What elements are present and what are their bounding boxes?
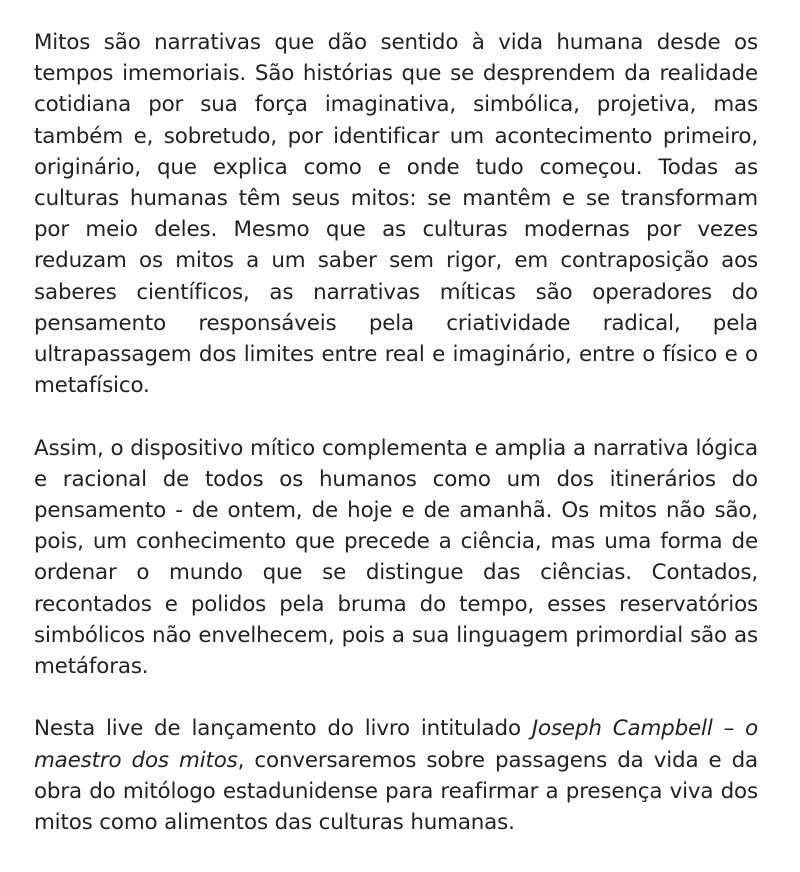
paragraph-myths-intro: Mitos são narrativas que dão sentido à vida humana desde os tempos imemoriais. São histórias que se desprendem da realidade cotidiana por sua força imaginativa, simbólica, projetiva, mas também e, sobretudo, por identificar um acontecimento primeiro, originário, que explica como e onde tudo começou. Todas as culturas humanas têm seus mitos: se mantêm e se transformam por meio deles. Mesmo que as culturas modernas por vezes reduzam os mitos a um saber sem rigor, em contraposição aos saberes científicos, as narrativas míticas são operadores do pensamento responsáveis pela criatividade radical, pela ultrapassagem dos limites entre real e imaginário, entre o físico e o metafísico. xyxy=(34,30,758,399)
book-title: Joseph Campbell – o maestro dos mitos xyxy=(34,716,759,773)
closing-text-after: , conversaremos sobre passagens da vida e da obra do mitólogo estadunidense para reafirmar a presença viva dos mitos como alimentos das culturas humanas. xyxy=(34,747,758,836)
description-text xyxy=(34,27,758,838)
paragraph-book-launch xyxy=(34,713,758,838)
paragraph-mythic-device: Assim, o dispositivo mítico complementa e amplia a narrativa lógica e racional de todos os humanos como um dos itinerários do pensamento - de ontem, de hoje e de amanhã. Os mitos não são, pois, um conhecimento que precede a ciência, mas uma forma de ordenar o mundo que se distingue das ciências. Contados, recontados e polidos pela bruma do tempo, esses reservatórios simbólicos não envelhecem, pois a sua linguagem primordial são as metáforas. xyxy=(34,435,758,680)
closing-text-before: Nesta live de lançamento do livro intitulado xyxy=(34,716,532,742)
